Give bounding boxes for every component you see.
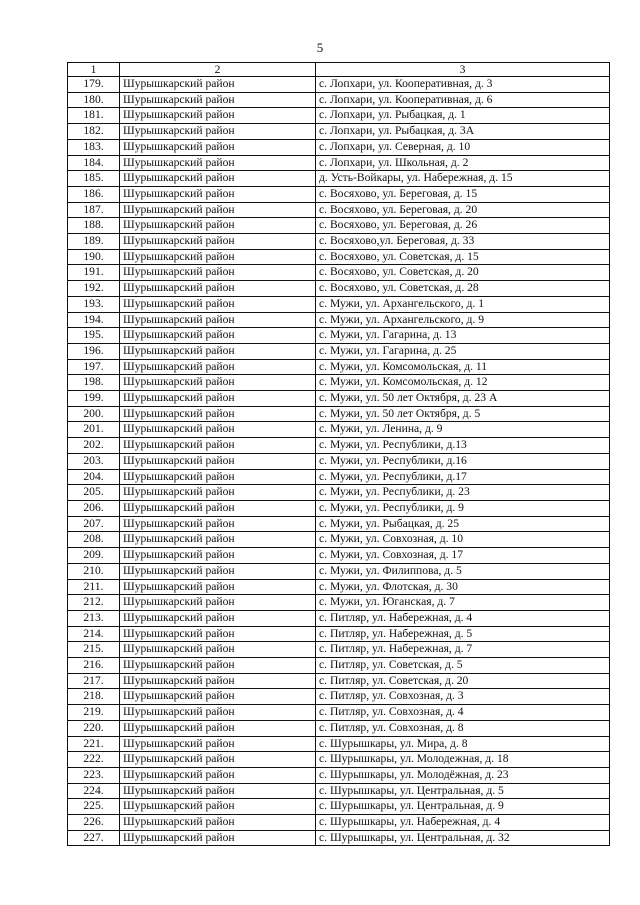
row-number-cell: 202. [68, 438, 120, 454]
row-number-cell: 196. [68, 343, 120, 359]
row-number-cell: 209. [68, 548, 120, 564]
row-number-cell: 215. [68, 642, 120, 658]
row-number-cell: 216. [68, 658, 120, 674]
table-row [68, 234, 610, 250]
table-row [68, 438, 610, 454]
address-cell: с. Лопхари, ул. Рыбацкая, д. 3А [316, 124, 610, 140]
district-cell: Шурышкарский район [120, 626, 316, 642]
row-number-cell: 184. [68, 155, 120, 171]
address-cell: д. Усть-Войкары, ул. Набережная, д. 15 [316, 171, 610, 187]
table-row [68, 359, 610, 375]
address-cell: с. Мужи, ул. Филиппова, д. 5 [316, 563, 610, 579]
district-cell: Шурышкарский район [120, 815, 316, 831]
district-cell: Шурышкарский район [120, 281, 316, 297]
address-cell: с. Мужи, ул. Гагарина, д. 25 [316, 343, 610, 359]
table-row [68, 548, 610, 564]
table-row [68, 249, 610, 265]
table-row [68, 453, 610, 469]
district-cell: Шурышкарский район [120, 438, 316, 454]
address-cell: с. Мужи, ул. Флотская, д. 30 [316, 579, 610, 595]
table-row [68, 328, 610, 344]
address-cell: с. Мужи, ул. 50 лет Октября, д. 23 А [316, 391, 610, 407]
row-number-cell: 191. [68, 265, 120, 281]
table-row [68, 783, 610, 799]
district-cell: Шурышкарский район [120, 532, 316, 548]
table-row [68, 579, 610, 595]
row-number-cell: 199. [68, 391, 120, 407]
table-row [68, 92, 610, 108]
address-cell: с. Мужи, ул. Республики, д. 9 [316, 500, 610, 516]
table-row [68, 202, 610, 218]
row-number-cell: 225. [68, 799, 120, 815]
row-number-cell: 186. [68, 186, 120, 202]
table-row [68, 375, 610, 391]
district-cell: Шурышкарский район [120, 422, 316, 438]
table-row [68, 752, 610, 768]
row-number-cell: 206. [68, 500, 120, 516]
table-row [68, 610, 610, 626]
row-number-cell: 188. [68, 218, 120, 234]
table-row [68, 391, 610, 407]
row-number-cell: 182. [68, 124, 120, 140]
address-cell: с. Мужи, ул. Комсомольская, д. 12 [316, 375, 610, 391]
address-cell: с. Питляр, ул. Советская, д. 5 [316, 658, 610, 674]
address-cell: с. Питляр, ул. Советская, д. 20 [316, 673, 610, 689]
district-cell: Шурышкарский район [120, 799, 316, 815]
address-cell: с. Мужи, ул. Республики, д. 23 [316, 485, 610, 501]
address-cell: с. Питляр, ул. Совхозная, д. 8 [316, 720, 610, 736]
district-cell: Шурышкарский район [120, 642, 316, 658]
district-cell: Шурышкарский район [120, 296, 316, 312]
district-cell: Шурышкарский район [120, 752, 316, 768]
row-number-cell: 211. [68, 579, 120, 595]
table-row [68, 186, 610, 202]
table-row [68, 642, 610, 658]
address-cell: с. Мужи, ул. Республики, д.13 [316, 438, 610, 454]
table-row [68, 830, 610, 846]
district-cell: Шурышкарский район [120, 500, 316, 516]
address-cell: с. Восяхово, ул. Береговая, д. 26 [316, 218, 610, 234]
district-cell: Шурышкарский район [120, 124, 316, 140]
row-number-cell: 221. [68, 736, 120, 752]
address-cell: с. Мужи, ул. Рыбацкая, д. 25 [316, 516, 610, 532]
row-number-cell: 192. [68, 281, 120, 297]
district-cell: Шурышкарский район [120, 406, 316, 422]
row-number-cell: 180. [68, 92, 120, 108]
row-number-cell: 210. [68, 563, 120, 579]
address-cell: с. Мужи, ул. Комсомольская, д. 11 [316, 359, 610, 375]
address-cell: с. Мужи, ул. Республики, д.16 [316, 453, 610, 469]
table-row [68, 799, 610, 815]
district-cell: Шурышкарский район [120, 563, 316, 579]
address-cell: с. Питляр, ул. Набережная, д. 5 [316, 626, 610, 642]
row-number-cell: 183. [68, 139, 120, 155]
address-cell: с. Восяхово, ул. Береговая, д. 20 [316, 202, 610, 218]
row-number-cell: 218. [68, 689, 120, 705]
address-cell: с. Мужи, ул. Гагарина, д. 13 [316, 328, 610, 344]
row-number-cell: 181. [68, 108, 120, 124]
row-number-cell: 223. [68, 767, 120, 783]
table-row [68, 296, 610, 312]
address-cell: с. Шурышкары, ул. Центральная, д. 32 [316, 830, 610, 846]
address-cell: с. Питляр, ул. Набережная, д. 7 [316, 642, 610, 658]
table-body [68, 63, 610, 846]
table-header-row [68, 63, 610, 77]
header-col-3: 3 [316, 63, 610, 77]
row-number-cell: 200. [68, 406, 120, 422]
district-cell: Шурышкарский район [120, 767, 316, 783]
row-number-cell: 212. [68, 595, 120, 611]
row-number-cell: 220. [68, 720, 120, 736]
district-cell: Шурышкарский район [120, 830, 316, 846]
table-row [68, 500, 610, 516]
address-table [67, 62, 610, 846]
district-cell: Шурышкарский район [120, 375, 316, 391]
district-cell: Шурышкарский район [120, 359, 316, 375]
address-cell: с. Лопхари, ул. Рыбацкая, д. 1 [316, 108, 610, 124]
row-number-cell: 195. [68, 328, 120, 344]
district-cell: Шурышкарский район [120, 92, 316, 108]
address-cell: с. Восяхово, ул. Береговая, д. 15 [316, 186, 610, 202]
table-row [68, 563, 610, 579]
table-row [68, 736, 610, 752]
row-number-cell: 226. [68, 815, 120, 831]
table-row [68, 312, 610, 328]
table-row [68, 406, 610, 422]
address-cell: с. Лопхари, ул. Кооперативная, д. 3 [316, 77, 610, 93]
table-row [68, 767, 610, 783]
table-row [68, 77, 610, 93]
row-number-cell: 197. [68, 359, 120, 375]
district-cell: Шурышкарский район [120, 689, 316, 705]
table-row [68, 218, 610, 234]
district-cell: Шурышкарский район [120, 343, 316, 359]
address-cell: с. Лопхари, ул. Северная, д. 10 [316, 139, 610, 155]
district-cell: Шурышкарский район [120, 218, 316, 234]
district-cell: Шурышкарский район [120, 139, 316, 155]
district-cell: Шурышкарский район [120, 108, 316, 124]
row-number-cell: 194. [68, 312, 120, 328]
table-row [68, 343, 610, 359]
table-row [68, 124, 610, 140]
address-cell: с. Мужи, ул. Совхозная, д. 10 [316, 532, 610, 548]
row-number-cell: 222. [68, 752, 120, 768]
row-number-cell: 208. [68, 532, 120, 548]
district-cell: Шурышкарский район [120, 77, 316, 93]
address-cell: с. Шурышкары, ул. Мира, д. 8 [316, 736, 610, 752]
district-cell: Шурышкарский район [120, 391, 316, 407]
address-cell: с. Мужи, ул. Совхозная, д. 17 [316, 548, 610, 564]
address-cell: с. Восяхово, ул. Советская, д. 28 [316, 281, 610, 297]
table-row [68, 155, 610, 171]
address-cell: с. Лопхари, ул. Школьная, д. 2 [316, 155, 610, 171]
district-cell: Шурышкарский район [120, 705, 316, 721]
row-number-cell: 179. [68, 77, 120, 93]
table-row [68, 265, 610, 281]
district-cell: Шурышкарский район [120, 485, 316, 501]
row-number-cell: 213. [68, 610, 120, 626]
address-cell: с. Мужи, ул. Юганская, д. 7 [316, 595, 610, 611]
district-cell: Шурышкарский район [120, 328, 316, 344]
row-number-cell: 201. [68, 422, 120, 438]
district-cell: Шурышкарский район [120, 234, 316, 250]
row-number-cell: 204. [68, 469, 120, 485]
table-row [68, 815, 610, 831]
address-cell: с. Восяхово, ул. Советская, д. 20 [316, 265, 610, 281]
header-col-1: 1 [68, 63, 120, 77]
district-cell: Шурышкарский район [120, 673, 316, 689]
table-row [68, 532, 610, 548]
district-cell: Шурышкарский район [120, 658, 316, 674]
table-row [68, 720, 610, 736]
address-cell: с. Восяхово, ул. Советская, д. 15 [316, 249, 610, 265]
district-cell: Шурышкарский район [120, 453, 316, 469]
address-cell: с. Мужи, ул. Архангельского, д. 1 [316, 296, 610, 312]
table-row [68, 281, 610, 297]
table-row [68, 689, 610, 705]
address-cell: с. Питляр, ул. Набережная, д. 4 [316, 610, 610, 626]
row-number-cell: 214. [68, 626, 120, 642]
address-cell: с. Шурышкары, ул. Набережная, д. 4 [316, 815, 610, 831]
address-cell: с. Мужи, ул. Архангельского, д. 9 [316, 312, 610, 328]
row-number-cell: 187. [68, 202, 120, 218]
table-row [68, 705, 610, 721]
row-number-cell: 205. [68, 485, 120, 501]
district-cell: Шурышкарский район [120, 469, 316, 485]
row-number-cell: 189. [68, 234, 120, 250]
table-row [68, 469, 610, 485]
district-cell: Шурышкарский район [120, 171, 316, 187]
district-cell: Шурышкарский район [120, 516, 316, 532]
table-row [68, 673, 610, 689]
district-cell: Шурышкарский район [120, 595, 316, 611]
table-row [68, 658, 610, 674]
district-cell: Шурышкарский район [120, 548, 316, 564]
address-cell: с. Лопхари, ул. Кооперативная, д. 6 [316, 92, 610, 108]
row-number-cell: 193. [68, 296, 120, 312]
header-col-2: 2 [120, 63, 316, 77]
table-row [68, 139, 610, 155]
district-cell: Шурышкарский район [120, 312, 316, 328]
address-cell: с. Шурышкары, ул. Центральная, д. 5 [316, 783, 610, 799]
address-cell: с. Мужи, ул. Ленина, д. 9 [316, 422, 610, 438]
district-cell: Шурышкарский район [120, 155, 316, 171]
table-row [68, 422, 610, 438]
address-cell: с. Шурышкары, ул. Молодежная, д. 18 [316, 752, 610, 768]
table-row [68, 108, 610, 124]
table-row [68, 171, 610, 187]
row-number-cell: 198. [68, 375, 120, 391]
row-number-cell: 190. [68, 249, 120, 265]
address-cell: с. Мужи, ул. Республики, д.17 [316, 469, 610, 485]
address-cell: с. Мужи, ул. 50 лет Октября, д. 5 [316, 406, 610, 422]
row-number-cell: 217. [68, 673, 120, 689]
district-cell: Шурышкарский район [120, 579, 316, 595]
address-cell: с. Шурышкары, ул. Центральная, д. 9 [316, 799, 610, 815]
table-row [68, 595, 610, 611]
table-row [68, 516, 610, 532]
address-cell: с. Питляр, ул. Совхозная, д. 4 [316, 705, 610, 721]
row-number-cell: 203. [68, 453, 120, 469]
district-cell: Шурышкарский район [120, 610, 316, 626]
district-cell: Шурышкарский район [120, 202, 316, 218]
district-cell: Шурышкарский район [120, 783, 316, 799]
district-cell: Шурышкарский район [120, 186, 316, 202]
row-number-cell: 224. [68, 783, 120, 799]
address-cell: с. Питляр, ул. Совхозная, д. 3 [316, 689, 610, 705]
district-cell: Шурышкарский район [120, 720, 316, 736]
row-number-cell: 219. [68, 705, 120, 721]
page-number: 5 [316, 40, 324, 55]
district-cell: Шурышкарский район [120, 265, 316, 281]
row-number-cell: 185. [68, 171, 120, 187]
row-number-cell: 227. [68, 830, 120, 846]
address-cell: с. Шурышкары, ул. Молодёжная, д. 23 [316, 767, 610, 783]
table-row [68, 485, 610, 501]
table-row [68, 626, 610, 642]
row-number-cell: 207. [68, 516, 120, 532]
district-cell: Шурышкарский район [120, 736, 316, 752]
district-cell: Шурышкарский район [120, 249, 316, 265]
address-cell: с. Восяхово,ул. Береговая, д. 33 [316, 234, 610, 250]
